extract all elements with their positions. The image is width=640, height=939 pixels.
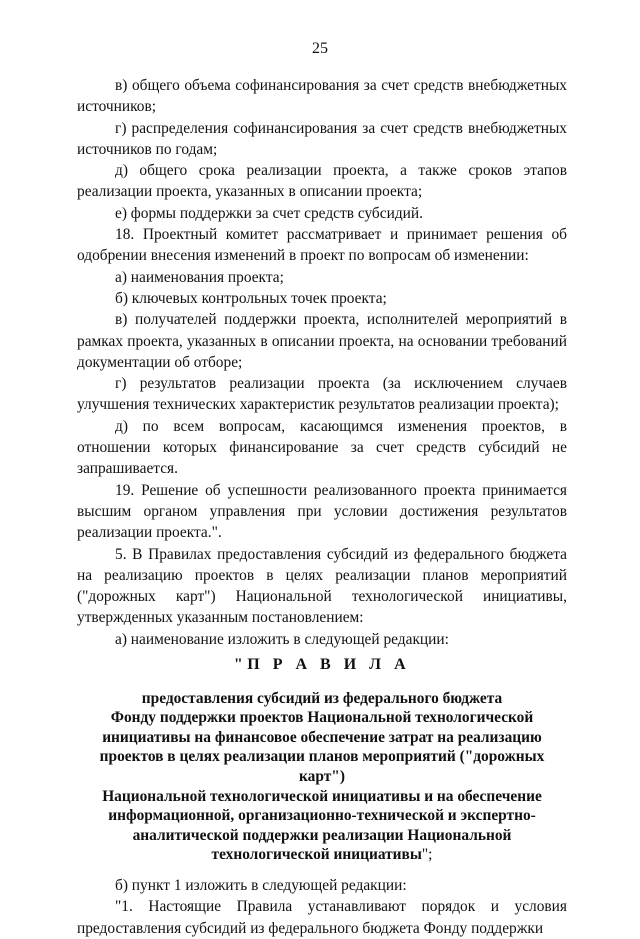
paragraph-e-support-forms: е) формы поддержки за счет средств субсидий. <box>115 204 423 222</box>
rules-title-line: предоставления субсидий из федерального бюджета <box>141 689 503 707</box>
paragraph-b-point-1-edit: б) пункт 1 изложить в следующей редакции: <box>115 876 407 894</box>
paragraph-d-other-questions: д) по всем вопросам, касающимся изменения проектов, в отношении которых финансирование за счет средств субсидий не запрашивается. <box>77 417 567 478</box>
paragraph-5-rules: 5. В Правилах предоставления субсидий из федерального бюджета на реализацию проектов в целях реализации планов мероприятий ("дорожных карт") Национальной технологической инициативы, утвержденных указанным постановлением: <box>77 545 567 627</box>
rules-title-block <box>77 655 567 865</box>
paragraph-18-committee: 18. Проектный комитет рассматривает и принимает решения об одобрении внесения изменений в проект по вопросам об изменении: <box>77 226 567 265</box>
paragraph-g-results: г) результатов реализации проекта (за исключением случаев улучшения технических характеристик результатов реализации проекта); <box>77 375 567 414</box>
paragraph-1-rules-scope: "1. Настоящие Правила устанавливают порядок и условия предоставления субсидий из федерального бюджета Фонду поддержки <box>77 898 567 937</box>
rules-title-line: информационной, организационно-технической и экспертно- <box>108 807 536 825</box>
paragraph-d-terms: д) общего срока реализации проекта, а также сроков этапов реализации проекта, указанных в описании проекта; <box>77 162 567 201</box>
rules-title-last-line <box>77 845 567 865</box>
paragraph-19-success: 19. Решение об успешности реализованного проекта принимается высшим органом управления при условии достижения результатов реализации проекта.". <box>77 481 567 542</box>
paragraph-a-name-edit: а) наименование изложить в следующей редакции: <box>115 630 449 648</box>
paragraph-v-budget-volume: в) общего объема софинансирования за счет средств внебюджетных источников; <box>77 77 567 116</box>
document-body <box>77 75 567 939</box>
paragraph-v-recipients: в) получателей поддержки проекта, исполнителей мероприятий в рамках проекта, указанных в описании проекта, на основании требований документации об отборе; <box>77 311 567 371</box>
rules-title-closing-quote: "; <box>421 846 433 864</box>
paragraph-b-checkpoints: б) ключевых контрольных точек проекта; <box>115 289 387 307</box>
rules-title-line: проектов в целях реализации планов мероприятий ("дорожных карт") <box>99 748 545 785</box>
rules-title-line: Фонду поддержки проектов Национальной технологической <box>110 709 534 727</box>
rules-title-line: аналитической поддержки реализации Национальной <box>132 826 512 844</box>
rules-title-line: инициативы на финансовое обеспечение затрат на реализацию <box>102 728 542 746</box>
page-number: 25 <box>312 40 328 57</box>
rules-title-last-text: технологической инициативы <box>211 846 422 864</box>
paragraph-g-distribution: г) распределения софинансирования за счет средств внебюджетных источников по годам; <box>77 119 567 158</box>
rules-title-line: Национальной технологической инициативы и на обеспечение <box>102 787 542 805</box>
paragraph-a-project-name: а) наименования проекта; <box>115 268 284 286</box>
rules-title-word: "П Р А В И Л А <box>233 656 411 674</box>
